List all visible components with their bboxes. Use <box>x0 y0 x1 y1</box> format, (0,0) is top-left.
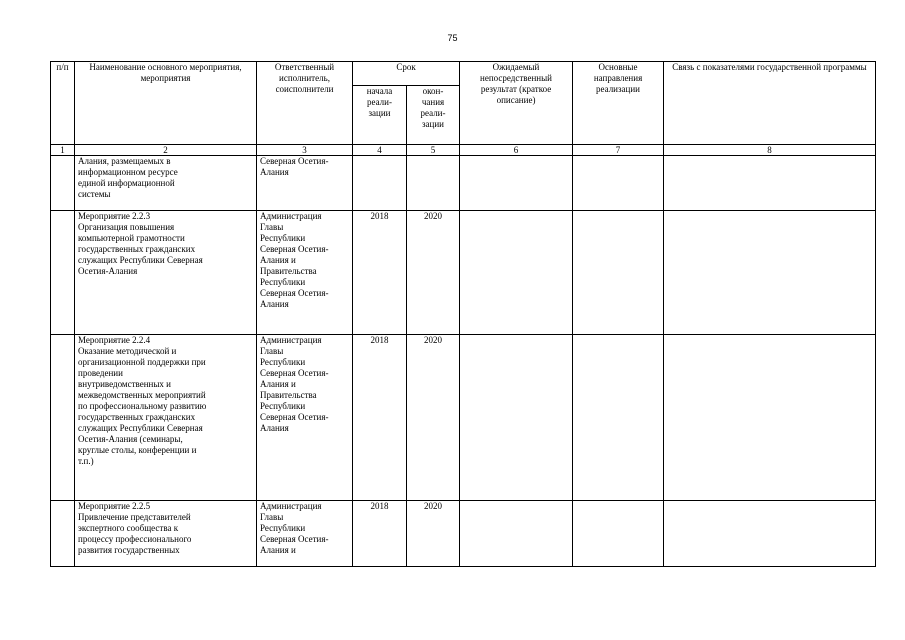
header-directions: Основные направления реализации <box>573 62 664 145</box>
program-link <box>664 211 876 335</box>
start-year: 2018 <box>353 501 407 567</box>
row-num <box>51 211 75 335</box>
executor: Северная Осетия- Алания <box>257 156 353 211</box>
column-number: 3 <box>257 145 353 156</box>
header-program-link: Связь с показателями государственной программы <box>664 62 876 145</box>
end-year: 2020 <box>407 335 460 501</box>
expected-result <box>460 156 573 211</box>
column-number: 8 <box>664 145 876 156</box>
activity-name: Мероприятие 2.2.3 Организация повышения компьютерной грамотности государственных гражданских служащих Республики Северная Осетия-Алания <box>75 211 257 335</box>
column-number-row <box>51 145 876 156</box>
row-num <box>51 335 75 501</box>
table-row <box>51 156 876 211</box>
end-year <box>407 156 460 211</box>
column-number: 5 <box>407 145 460 156</box>
program-activities-table <box>50 61 876 567</box>
directions <box>573 211 664 335</box>
row-num <box>51 156 75 211</box>
expected-result <box>460 211 573 335</box>
directions <box>573 501 664 567</box>
table-row <box>51 335 876 501</box>
program-link <box>664 501 876 567</box>
header-executor: Ответственный исполнитель, соисполнители <box>257 62 353 145</box>
executor: Администрация Главы Республики Северная Осетия- Алания и Правительства Республики Северная Осетия- Алания <box>257 335 353 501</box>
row-num <box>51 501 75 567</box>
end-year: 2020 <box>407 501 460 567</box>
end-year: 2020 <box>407 211 460 335</box>
start-year: 2018 <box>353 211 407 335</box>
header-activity-name: Наименование основного мероприятия, мероприятия <box>75 62 257 145</box>
header-num: п/п <box>51 62 75 145</box>
column-number: 7 <box>573 145 664 156</box>
table-row <box>51 211 876 335</box>
expected-result <box>460 335 573 501</box>
activity-name: Мероприятие 2.2.4 Оказание методической и организационной поддержки при проведении внутриведомственных и межведомственных мероприятий по профессиональному развитию государственных гражданских служащих Республики Северная Осетия-Алания (семинары, круглые столы, конференции и т.п.) <box>75 335 257 501</box>
activity-name: Алания, размещаемых в информационном ресурсе единой информационной системы <box>75 156 257 211</box>
header-expected-result: Ожидаемый непосредственный результат (краткое описание) <box>460 62 573 145</box>
start-year <box>353 156 407 211</box>
executor: Администрация Главы Республики Северная Осетия- Алания и Правительства Республики Северная Осетия- Алания <box>257 211 353 335</box>
start-year: 2018 <box>353 335 407 501</box>
table-row <box>51 501 876 567</box>
header-term: Срок <box>353 62 460 86</box>
executor: Администрация Главы Республики Северная Осетия- Алания и <box>257 501 353 567</box>
column-number: 2 <box>75 145 257 156</box>
header-term-start: начала реали- зации <box>353 86 407 145</box>
column-number: 1 <box>51 145 75 156</box>
program-link <box>664 335 876 501</box>
page-number: 75 <box>447 33 458 43</box>
column-number: 4 <box>353 145 407 156</box>
directions <box>573 335 664 501</box>
header-term-end: окон- чания реали- зации <box>407 86 460 145</box>
expected-result <box>460 501 573 567</box>
program-link <box>664 156 876 211</box>
column-number: 6 <box>460 145 573 156</box>
activity-name: Мероприятие 2.2.5 Привлечение представителей экспертного сообщества к процессу профессионального развития государственных <box>75 501 257 567</box>
directions <box>573 156 664 211</box>
